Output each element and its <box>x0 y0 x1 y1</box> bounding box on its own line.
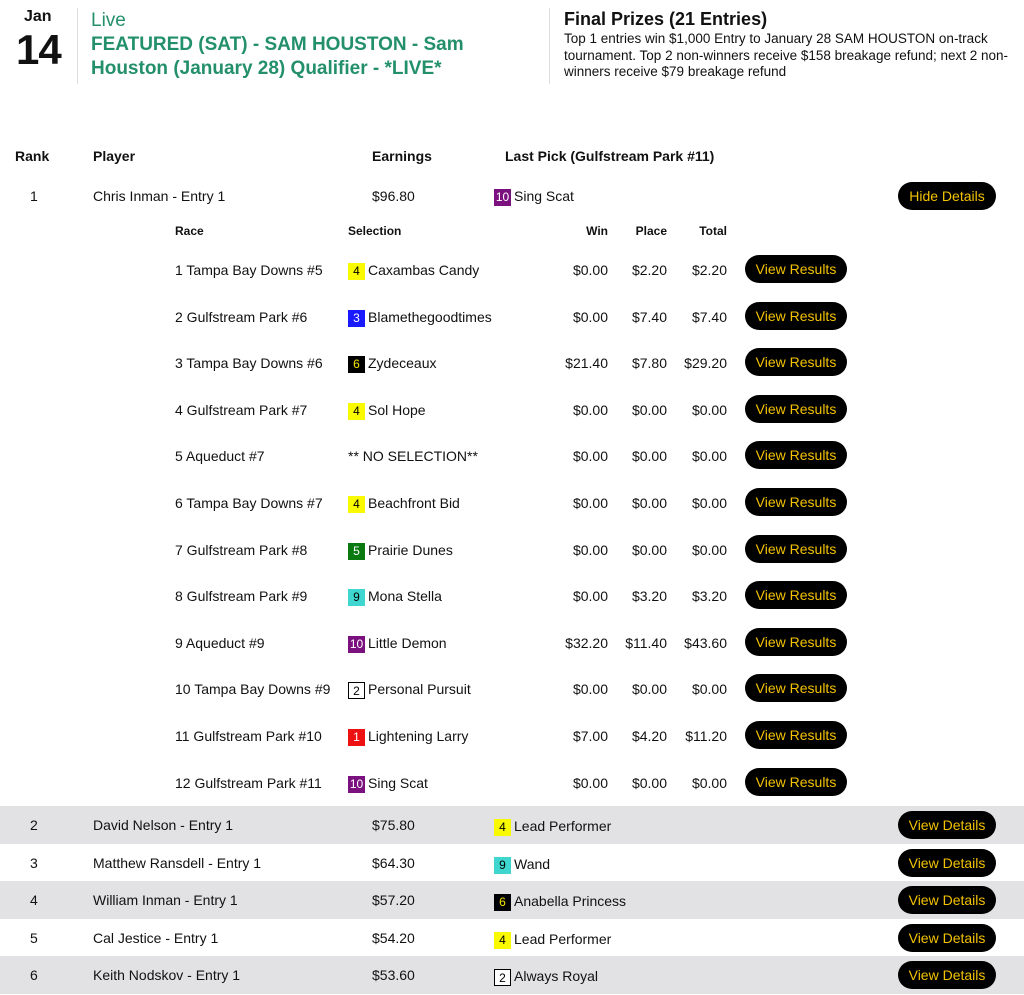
selection-horse: Mona Stella <box>368 588 442 605</box>
race-name: 11 Gulfstream Park #10 <box>175 728 322 744</box>
place-amount: $0.00 <box>631 401 667 418</box>
saddlecloth-badge: 4 <box>494 819 511 836</box>
last-pick-horse: Always Royal <box>514 968 599 985</box>
earnings-cell: $64.30 <box>372 854 415 871</box>
selection-horse: Caxambas Candy <box>368 262 480 278</box>
status-label: Live <box>91 10 126 31</box>
rank-cell: 2 <box>30 817 38 833</box>
header-divider-2 <box>549 8 550 84</box>
place-amount: $0.00 <box>631 448 667 465</box>
last-pick-horse: Sing Scat <box>514 188 574 204</box>
win-amount: $0.00 <box>572 541 608 558</box>
win-amount: $21.40 <box>565 355 608 372</box>
view-details-button[interactable]: View Details <box>898 886 996 914</box>
last-pick-horse: Lead Performer <box>514 930 612 947</box>
saddlecloth-badge: 10 <box>495 190 510 204</box>
saddlecloth-badge: 9 <box>348 589 365 606</box>
total-amount: $29.20 <box>684 355 727 372</box>
saddlecloth-badge: 9 <box>494 857 511 874</box>
saddlecloth-badge: 1 <box>348 729 365 746</box>
place-amount: $3.20 <box>631 588 667 605</box>
total-amount: $0.00 <box>691 448 727 465</box>
win-amount: $0.00 <box>572 448 608 465</box>
rank-cell: 4 <box>30 892 38 909</box>
tournament-title: FEATURED (SAT) - SAM HOUSTON - Sam Houston (January 28) Qualifier - *LIVE* <box>91 34 464 79</box>
race-name: 8 Gulfstream Park #9 <box>175 588 308 605</box>
win-amount: $0.00 <box>572 588 608 605</box>
total-amount: $3.20 <box>691 588 727 605</box>
column-rank: Rank <box>15 148 50 164</box>
total-amount: $11.20 <box>685 728 727 744</box>
win-amount: $0.00 <box>572 308 608 325</box>
detail-column-selection: Selection <box>348 224 402 238</box>
view-results-button[interactable]: View Results <box>745 255 847 283</box>
player-cell: Chris Inman - Entry 1 <box>93 188 226 204</box>
earnings-cell: $54.20 <box>372 929 415 946</box>
place-amount: $11.40 <box>625 634 667 651</box>
race-name: 3 Tampa Bay Downs #6 <box>175 355 323 372</box>
saddlecloth-badge: 10 <box>349 776 364 791</box>
race-name: 2 Gulfstream Park #6 <box>175 308 308 325</box>
saddlecloth-badge: 3 <box>348 310 365 327</box>
view-results-button[interactable]: View Results <box>745 348 847 376</box>
column-earnings: Earnings <box>372 148 432 164</box>
race-name: 10 Tampa Bay Downs #9 <box>175 681 331 698</box>
column-player: Player <box>93 148 136 164</box>
saddlecloth-badge: 10 <box>349 636 364 651</box>
earnings-cell: $75.80 <box>372 817 415 833</box>
selection-horse: Personal Pursuit <box>368 681 471 698</box>
selection-horse: ** NO SELECTION** <box>348 448 478 465</box>
selection-horse: Lightening Larry <box>368 728 469 744</box>
race-name: 1 Tampa Bay Downs #5 <box>175 262 323 278</box>
detail-column-race: Race <box>175 224 204 238</box>
total-amount: $0.00 <box>691 541 727 558</box>
place-amount: $0.00 <box>631 774 667 791</box>
race-name: 6 Tampa Bay Downs #7 <box>175 495 323 511</box>
prize-description: Top 1 entries win $1,000 Entry to January 28 SAM HOUSTON on-track tournament. Top 2 non-winners receive $158 breakage refund; next 2 non-winners receive $79 breakage refund <box>564 31 1009 79</box>
place-amount: $0.00 <box>631 495 667 511</box>
prize-title: Final Prizes (21 Entries) <box>564 9 768 29</box>
view-results-button[interactable]: View Results <box>745 395 847 423</box>
rank-cell: 6 <box>30 967 38 984</box>
saddlecloth-badge: 2 <box>348 682 365 699</box>
view-details-button[interactable]: View Details <box>898 811 996 839</box>
view-results-button[interactable]: View Results <box>745 768 847 796</box>
win-amount: $0.00 <box>572 262 608 278</box>
selection-horse: Prairie Dunes <box>368 541 453 558</box>
total-amount: $0.00 <box>691 401 727 418</box>
win-amount: $32.20 <box>565 634 608 651</box>
race-name: 4 Gulfstream Park #7 <box>175 401 308 418</box>
place-amount: $7.40 <box>631 308 667 325</box>
earnings-cell: $57.20 <box>372 892 415 909</box>
player-cell: Matthew Ransdell - Entry 1 <box>93 854 262 871</box>
player-cell: David Nelson - Entry 1 <box>93 817 234 833</box>
race-name: 9 Aqueduct #9 <box>175 634 265 651</box>
view-results-button[interactable]: View Results <box>745 535 847 563</box>
saddlecloth-badge: 6 <box>348 356 365 373</box>
place-amount: $2.20 <box>631 262 667 278</box>
total-amount: $7.40 <box>691 308 727 325</box>
win-amount: $7.00 <box>572 728 608 744</box>
saddlecloth-badge: 6 <box>494 894 511 911</box>
last-pick-horse: Lead Performer <box>514 818 612 834</box>
last-pick-horse: Wand <box>514 855 551 872</box>
last-pick-horse: Anabella Princess <box>514 893 627 910</box>
earnings-cell: $53.60 <box>372 967 415 984</box>
place-amount: $4.20 <box>631 728 667 744</box>
selection-horse: Little Demon <box>368 634 447 651</box>
view-details-button[interactable]: View Details <box>898 849 996 877</box>
rank-cell: 3 <box>30 854 38 871</box>
selection-horse: Zydeceaux <box>368 355 437 372</box>
view-results-button[interactable]: View Results <box>745 581 847 609</box>
player-cell: Keith Nodskov - Entry 1 <box>93 967 241 984</box>
race-name: 5 Aqueduct #7 <box>175 448 265 465</box>
view-results-button[interactable]: View Results <box>745 302 847 330</box>
column-last-pick: Last Pick (Gulfstream Park #11) <box>505 148 715 164</box>
rank-cell: 5 <box>30 929 38 946</box>
total-amount: $2.20 <box>691 262 727 278</box>
saddlecloth-badge: 2 <box>494 969 511 986</box>
total-amount: $0.00 <box>691 681 727 698</box>
total-amount: $0.00 <box>691 495 727 511</box>
saddlecloth-badge: 4 <box>348 403 365 420</box>
total-amount: $0.00 <box>691 774 727 791</box>
date-month: Jan <box>24 8 52 25</box>
view-results-button[interactable]: View Results <box>745 628 847 656</box>
view-results-button[interactable]: View Results <box>745 488 847 516</box>
view-results-button[interactable]: View Results <box>745 674 847 702</box>
saddlecloth-badge: 5 <box>348 543 365 560</box>
view-results-button[interactable]: View Results <box>745 441 847 469</box>
place-amount: $7.80 <box>631 355 667 372</box>
saddlecloth-badge: 4 <box>348 496 365 513</box>
player-cell: Cal Jestice - Entry 1 <box>93 929 219 946</box>
win-amount: $0.00 <box>572 774 608 791</box>
selection-horse: Sol Hope <box>368 401 426 418</box>
hide-details-button[interactable]: Hide Details <box>898 182 996 210</box>
view-results-button[interactable]: View Results <box>745 721 847 749</box>
detail-column-win: Win <box>586 224 608 238</box>
date-day: 14 <box>16 26 61 73</box>
header-divider <box>77 8 78 84</box>
selection-horse: Sing Scat <box>368 774 428 791</box>
win-amount: $0.00 <box>572 401 608 418</box>
selection-horse: Beachfront Bid <box>368 495 460 511</box>
saddlecloth-badge: 4 <box>348 263 365 280</box>
earnings-cell: $96.80 <box>372 188 415 204</box>
total-amount: $43.60 <box>684 634 727 651</box>
view-details-button[interactable]: View Details <box>898 924 996 952</box>
detail-column-total: Total <box>699 224 727 238</box>
place-amount: $0.00 <box>631 681 667 698</box>
view-details-button[interactable]: View Details <box>898 961 996 989</box>
win-amount: $0.00 <box>572 681 608 698</box>
race-name: 7 Gulfstream Park #8 <box>175 541 308 558</box>
place-amount: $0.00 <box>631 541 667 558</box>
win-amount: $0.00 <box>572 495 608 511</box>
rank-cell: 1 <box>30 188 38 204</box>
player-cell: William Inman - Entry 1 <box>93 892 238 909</box>
selection-horse: Blamethegoodtimes <box>368 308 492 325</box>
saddlecloth-badge: 4 <box>494 932 511 949</box>
race-name: 12 Gulfstream Park #11 <box>175 774 322 791</box>
detail-column-place: Place <box>635 224 667 238</box>
